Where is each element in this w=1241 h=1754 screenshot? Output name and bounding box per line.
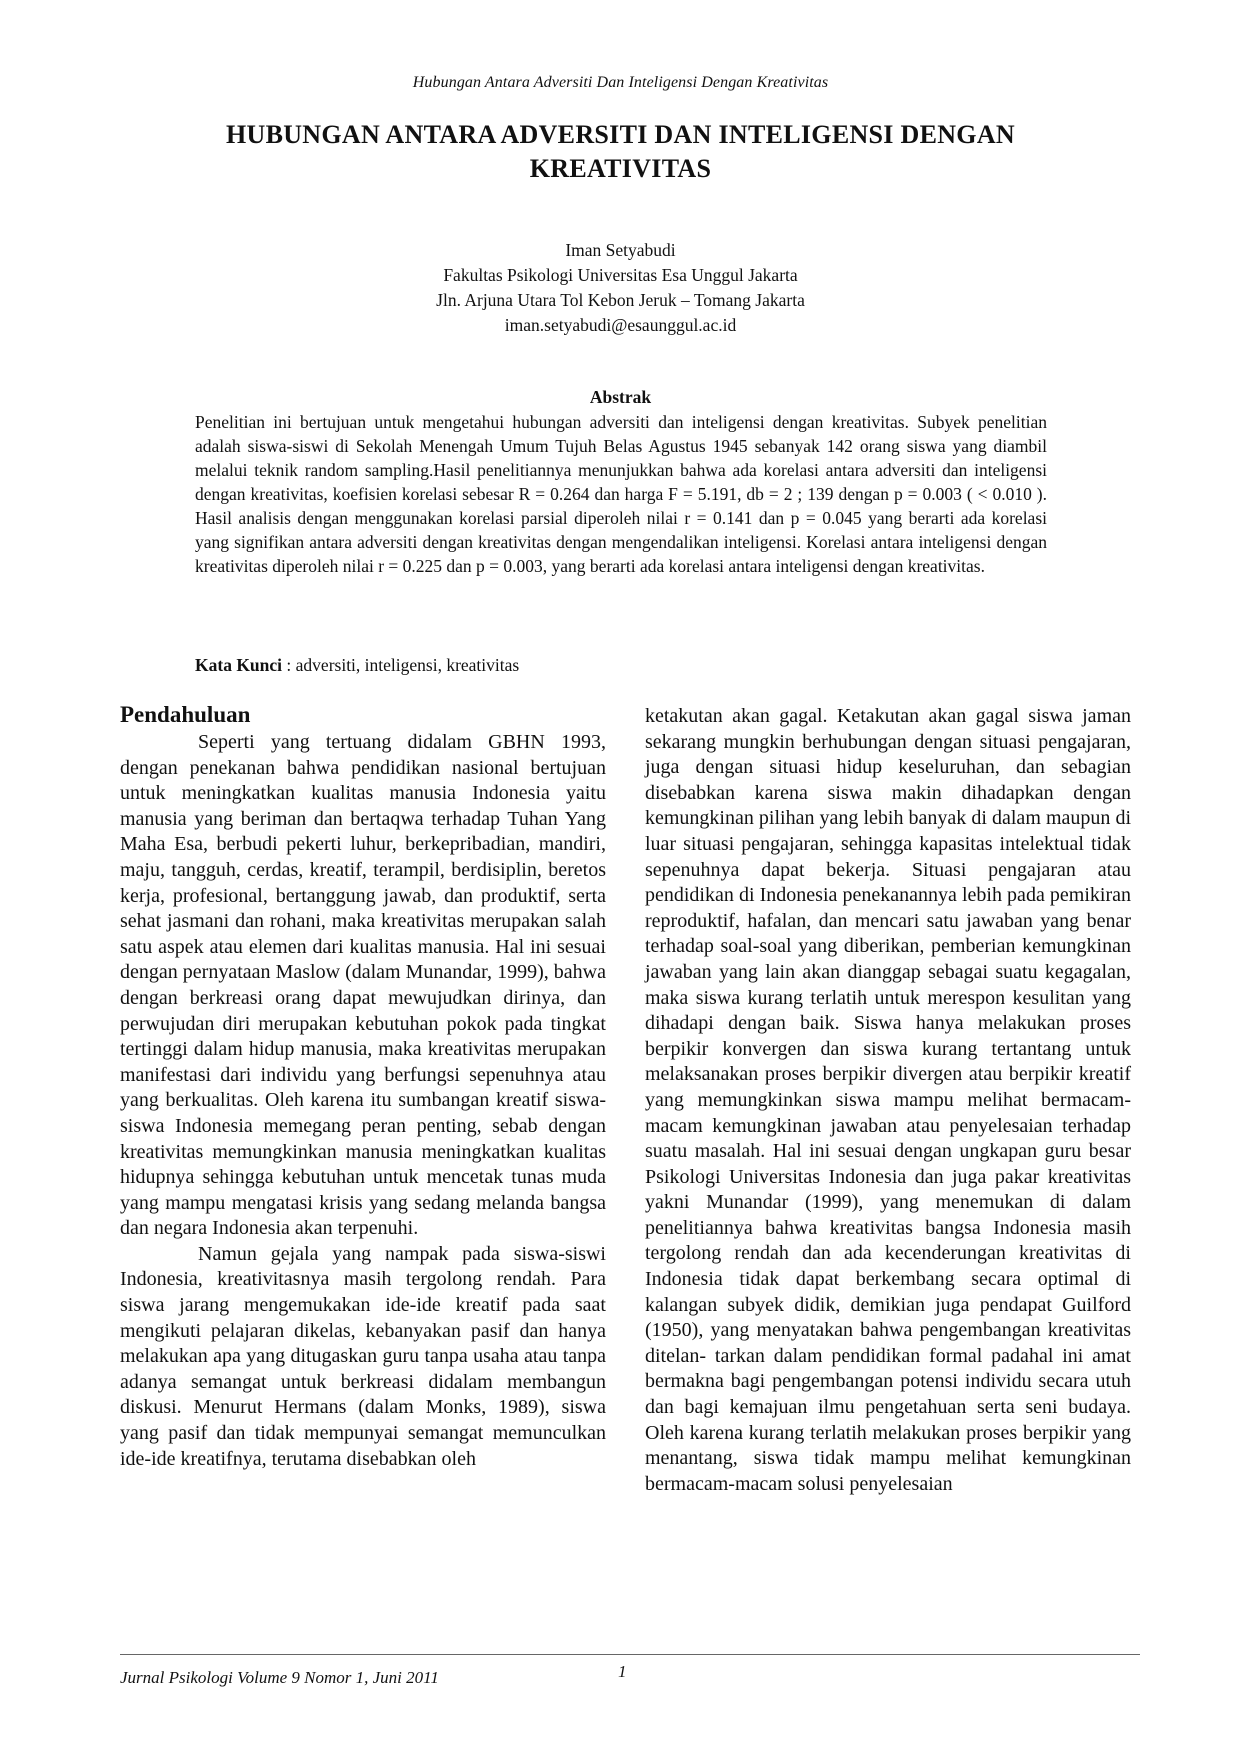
title-line-2: KREATIVITAS (529, 154, 712, 183)
author-block (0, 238, 1241, 338)
left-paragraph-2: Namun gejala yang nampak pada siswa-siswi Indonesia, kreativitasnya masih tergolong rendah. Para siswa jarang mengemukakan ide-ide kreatif pada saat mengikuti pelajaran dikelas, kebanyakan pasif dan hanya melakukan apa yang ditugaskan guru tanpa usaha atau tanpa adanya semangat untuk berkreasi didalam membangun diskusi. Menurut Hermans (dalam Monks, 1989), siswa yang pasif dan tidak mempunyai semangat memunculkan ide-ide kreatifnya, terutama disebabkan oleh (120, 1242, 606, 1470)
title-line-1: HUBUNGAN ANTARA ADVERSITI DAN INTELIGENSI DENGAN (225, 120, 1015, 149)
abstract-heading: Abstrak (589, 387, 652, 407)
footer-journal: Jurnal Psikologi Volume 9 Nomor 1, Juni 2011 (120, 1668, 439, 1687)
footer-divider (120, 1654, 1140, 1655)
keywords-value: adversiti, inteligensi, kreativitas (295, 655, 520, 675)
keywords-label: Kata Kunci (195, 655, 283, 675)
keywords-line (195, 655, 1047, 676)
left-paragraph-1: Seperti yang tertuang didalam GBHN 1993, dengan penekanan bahwa pendidikan nasional bertujuan untuk meningkatkan kualitas manusia Indonesia yaitu manusia yang beriman dan bertaqwa terhadap Tuhan Yang Maha Esa, berbudi pekerti luhur, berkepribadian, mandiri, maju, tangguh, cerdas, kreatif, terampil, berdisiplin, beretos kerja, profesional, bertanggung jawab, dan produktif, serta sehat jasmani dan rohani, maka kreativitas merupakan salah satu aspek atau elemen dari kualitas manusia. Hal ini sesuai dengan pernyataan Maslow (dalam Munandar, 1999), bahwa dengan berkreasi orang dapat mewujudkan dirinya, dan perwujudan diri merupakan kebutuhan pokok pada tingkat tertinggi dalam hidup manusia, maka kreativitas merupakan manifestasi dari individu yang berfungsi sepenuhnya atau yang berkualitas. Oleh karena itu sumbangan kreatif siswa-siswa Indonesia memegang peran penting, sebab dengan kreativitas memungkinkan manusia meningkatkan kualitas hidupnya sehingga kebutuhan untuk mencetak tunas muda yang mampu mengatasi krisis yang sedang melanda bangsa dan negara Indonesia akan terpenuhi. (120, 731, 606, 1240)
author-name: Iman Setyabudi (565, 240, 676, 260)
page-number: 1 (618, 1662, 627, 1681)
running-header: Hubungan Antara Adversiti Dan Inteligensi Dengan Kreativitas (412, 74, 829, 91)
left-column (120, 700, 606, 1472)
right-column (645, 704, 1131, 1497)
paper-title (150, 118, 1091, 186)
right-paragraph-1: ketakutan akan gagal. Ketakutan akan gagal siswa jaman sekarang mungkin berhubungan dengan situasi pengajaran, juga dengan situasi hidup keseluruhan, dan sebagian disebabkan karena siswa makin dihadapkan dengan kemungkinan pilihan yang lebih banyak di dalam maupun di luar situasi pengajaran, sehingga kapasitas intelektual tidak sepenuhnya dapat bekerja. Situasi pengajaran atau pendidikan di Indonesia penekanannya lebih pada pemikiran reproduktif, hafalan, dan mencari satu jawaban yang benar terhadap soal-soal yang diberikan, pemberian kemungkinan jawaban yang lain akan dianggap sebagai suatu kegagalan, maka siswa kurang terlatih untuk merespon kesulitan yang dihadapi dengan baik. Siswa hanya melakukan proses berpikir konvergen dan siswa kurang tertantang untuk melaksanakan proses berpikir divergen atau berpikir kreatif yang memungkinkan siswa mampu melihat bermacam-macam kemungkinan jawaban atau penyelesaian terhadap suatu masalah. Hal ini sesuai dengan ungkapan guru besar Psikologi Universitas Indonesia dan juga pakar kreativitas yakni Munandar (1999), yang menemukan di dalam penelitiannya bahwa kreativitas bangsa Indonesia masih tergolong rendah dan ada kecenderungan kreativitas di Indonesia tidak dapat berkembang secara optimal di kalangan subyek didik, demikian juga pendapat Guilford (1950), yang menyatakan bahwa pengembangan kreativitas ditelan- tarkan dalam pendidikan formal padahal ini amat bermakna bagi pengembangan potensi individu secara utuh dan bagi kemajuan ilmu pengetahuan serta seni budaya. Oleh karena kurang terlatih melakukan proses berpikir yang menantang, siswa tidak mampu melihat kemungkinan bermacam-macam solusi penyelesaian (645, 705, 1131, 1495)
abstract-text: Penelitian ini bertujuan untuk mengetahui hubungan adversiti dan inteligensi dengan kreativitas. Subyek penelitian adalah siswa-siswi di Sekolah Menengah Umum Tujuh Belas Agustus 1945 sebanyak 142 orang siswa yang diambil melalui teknik random sampling.Hasil penelitiannya menunjukkan bahwa ada korelasi antara adversiti dan inteligensi dengan kreativitas, koefisien korelasi sebesar R = 0.264 dan harga F = 5.191, db = 2 ; 139 dengan p = 0.003 ( < 0.010 ). Hasil analisis dengan menggunakan korelasi parsial diperoleh nilai r = 0.141 dan p = 0.045 yang berarti ada korelasi yang signifikan antara adversiti dengan kreativitas dengan mengendalikan inteligensi. Korelasi antara inteligensi dengan kreativitas diperoleh nilai r = 0.225 dan p = 0.003, yang berarti ada korelasi antara inteligensi dengan kreativitas. (195, 412, 1047, 576)
section-heading: Pendahuluan (120, 702, 251, 727)
author-affiliation: Fakultas Psikologi Universitas Esa Unggul Jakarta (443, 265, 798, 285)
author-email: iman.setyabudi@esaunggul.ac.id (504, 315, 737, 335)
keywords-separator: : (282, 655, 296, 675)
author-address: Jln. Arjuna Utara Tol Kebon Jeruk – Tomang Jakarta (436, 290, 805, 310)
